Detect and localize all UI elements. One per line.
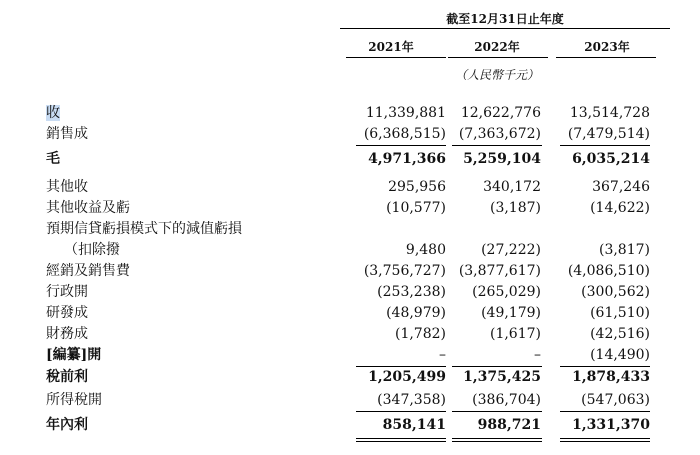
- value-2021: 4,971,366: [368, 151, 446, 167]
- total-double-rule: [560, 438, 650, 439]
- total-double-rule: [452, 441, 542, 442]
- table-row: [0, 302, 700, 324]
- total-double-rule: [452, 438, 542, 439]
- value-2022: 988,721: [477, 417, 541, 433]
- value-2021: (48,979): [386, 305, 446, 321]
- value-2021: 11,339,881: [365, 105, 446, 121]
- row-label-text: 其他收益及虧: [46, 200, 130, 216]
- row-label: [46, 218, 341, 240]
- value-2021: –: [439, 347, 446, 363]
- value-2022: (3,877,617): [458, 263, 541, 279]
- value-2021: 295,956: [388, 179, 446, 195]
- row-label: [46, 344, 341, 366]
- table-row: [0, 197, 700, 219]
- table-row: [0, 366, 700, 388]
- value-2021: 858,141: [382, 417, 446, 433]
- value-2023: (300,562): [581, 284, 650, 300]
- value-2021: 1,205,499: [368, 369, 446, 385]
- subtotal-rule: [452, 145, 542, 146]
- table-row: [0, 176, 700, 198]
- value-2021: (253,238): [377, 284, 446, 300]
- row-label-text: 行政開: [46, 284, 88, 300]
- table-row: [0, 148, 700, 170]
- row-label: [46, 389, 341, 411]
- value-2022: 340,172: [483, 179, 541, 195]
- subtotal-rule: [560, 411, 650, 412]
- row-label: [46, 323, 341, 345]
- year-rule: [556, 57, 656, 58]
- row-label-text: 經銷及銷售費: [46, 263, 130, 279]
- table-row: [0, 102, 700, 124]
- currency-unit: （人民幣千元）: [454, 68, 539, 82]
- total-double-rule: [356, 441, 446, 442]
- value-2023: (547,063): [581, 392, 650, 408]
- value-2021: (10,577): [386, 200, 446, 216]
- row-label-text: 年內利: [46, 417, 88, 433]
- value-2023: 1,878,433: [572, 369, 650, 385]
- value-2022: (265,029): [472, 284, 541, 300]
- value-2021: (6,368,515): [363, 126, 446, 142]
- row-label-text: 所得稅開: [46, 392, 102, 408]
- value-2022: (386,704): [472, 392, 541, 408]
- value-2022: 5,259,104: [463, 151, 541, 167]
- table-row: [0, 123, 700, 145]
- value-2023: (14,490): [590, 347, 650, 363]
- value-2022: (49,179): [481, 305, 541, 321]
- row-label: [46, 102, 341, 124]
- value-2023: 1,331,370: [572, 417, 650, 433]
- year-2022-header: 2022年: [474, 40, 520, 54]
- row-label: [46, 197, 341, 219]
- row-label-text: 研發成: [46, 305, 88, 321]
- subtotal-rule: [356, 411, 446, 412]
- row-label-text: 其他收: [46, 179, 88, 195]
- row-label: [46, 281, 341, 303]
- value-2023: (14,622): [590, 200, 650, 216]
- table-row: [0, 218, 700, 240]
- value-2021: (1,782): [394, 326, 446, 342]
- value-2023: 6,035,214: [572, 151, 650, 167]
- value-2021: (347,358): [377, 392, 446, 408]
- value-2023: (3,817): [598, 242, 650, 258]
- year-rule: [448, 57, 548, 58]
- value-2023: 367,246: [592, 179, 650, 195]
- table-row: [0, 239, 700, 261]
- value-2022: 12,622,776: [460, 105, 541, 121]
- row-label-text: 毛: [46, 151, 60, 167]
- value-2022: (27,222): [481, 242, 541, 258]
- table-row: [0, 414, 700, 436]
- period-header: 截至12月31日止年度: [446, 12, 564, 26]
- value-2023: (4,086,510): [567, 263, 650, 279]
- row-label: [46, 148, 341, 170]
- row-label-text: [編纂]開: [46, 347, 102, 363]
- year-2021-header: 2021年: [368, 40, 414, 54]
- row-label-text: 財務成: [46, 326, 88, 342]
- subtotal-rule: [560, 145, 650, 146]
- value-2021: (3,756,727): [363, 263, 446, 279]
- value-2021: 9,480: [405, 242, 446, 258]
- total-double-rule: [356, 438, 446, 439]
- row-label: [46, 176, 341, 198]
- year-2023-header: 2023年: [584, 40, 630, 54]
- row-label: [46, 260, 341, 282]
- subtotal-rule: [452, 411, 542, 412]
- row-label-text[interactable]: 收: [46, 105, 62, 124]
- year-rule: [346, 57, 446, 58]
- row-label: [46, 123, 341, 145]
- row-label: [46, 414, 341, 436]
- row-label: [46, 366, 341, 388]
- row-label: [64, 239, 341, 261]
- value-2022: 1,375,425: [463, 369, 541, 385]
- value-2023: (61,510): [590, 305, 650, 321]
- row-label-text: 稅前利: [46, 369, 88, 385]
- row-label-text: 預期信貸虧損模式下的減值虧損: [46, 221, 242, 237]
- row-label: [46, 302, 341, 324]
- table-row: [0, 281, 700, 303]
- value-2023: (42,516): [590, 326, 650, 342]
- value-2022: (3,187): [489, 200, 541, 216]
- table-row: [0, 344, 700, 366]
- value-2023: (7,479,514): [567, 126, 650, 142]
- table-row: [0, 323, 700, 345]
- value-2022: –: [534, 347, 541, 363]
- table-row: [0, 260, 700, 282]
- row-label-text: 銷售成: [46, 126, 88, 142]
- value-2023: 13,514,728: [569, 105, 650, 121]
- header-rule: [340, 28, 670, 29]
- subtotal-rule: [356, 145, 446, 146]
- row-label-text: （扣除撥: [64, 242, 120, 258]
- table-row: [0, 389, 700, 411]
- total-double-rule: [560, 441, 650, 442]
- value-2022: (1,617): [489, 326, 541, 342]
- value-2022: (7,363,672): [458, 126, 541, 142]
